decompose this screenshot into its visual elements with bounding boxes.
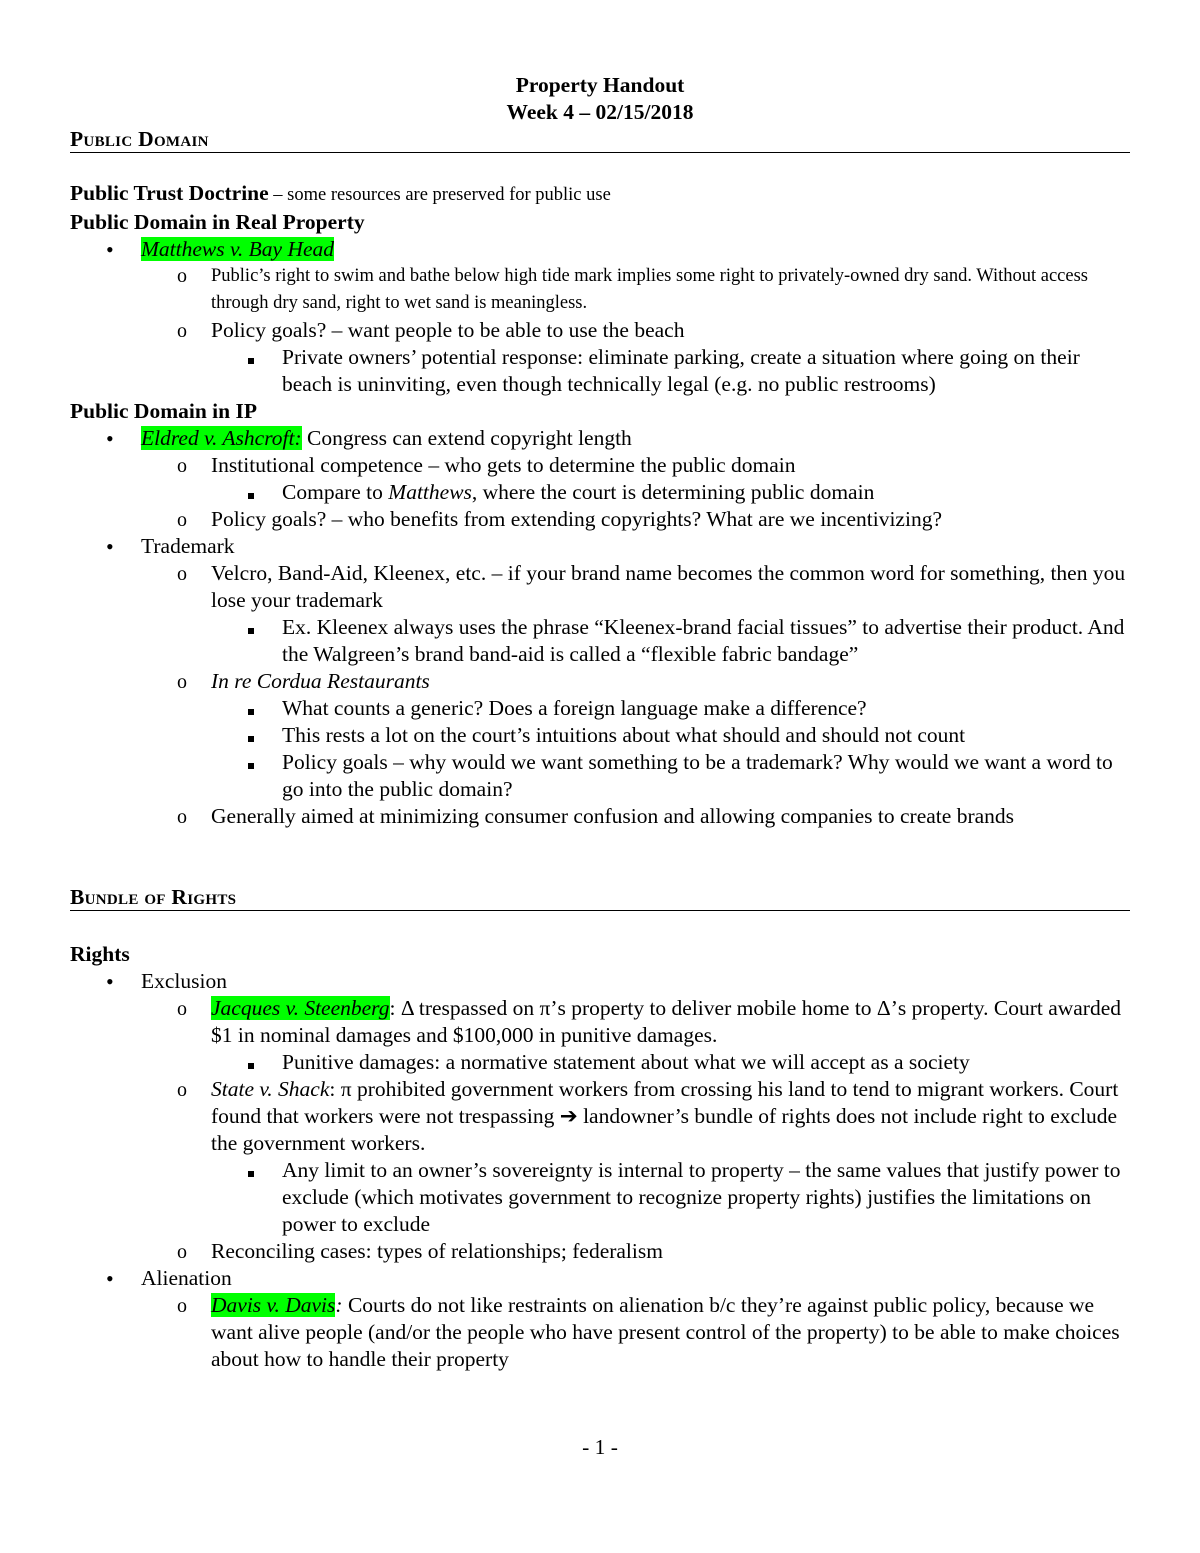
- bullet-icon: [106, 1265, 114, 1293]
- bullet-highlight: [141, 237, 334, 261]
- list-item: [70, 263, 1130, 317]
- bullet-icon: [106, 533, 114, 561]
- item-text: Punitive damages: a normative statement about what we will accept as a society: [282, 1050, 970, 1074]
- list-item: [70, 1238, 1130, 1265]
- item-text: Reconciling cases: types of relationships; federalism: [211, 1239, 663, 1263]
- item-text: Policy goals? – who benefits from extending copyrights? What are we incentivizing?: [211, 507, 942, 531]
- square-bullet-icon: [248, 614, 254, 641]
- case-davis: Davis v. Davis: [211, 1293, 336, 1317]
- circle-bullet-icon: [177, 263, 187, 291]
- item-text: Private owners’ potential response: eliminate parking, create a situation where going on their beach is uninviting, even though technically legal (e.g. no public restrooms): [282, 345, 1080, 396]
- list-item: [70, 968, 1130, 995]
- item-text: : π prohibited government workers from crossing his land to tend to migrant workers. Court found that workers were not trespassing ➔ landowner’s bundle of rights does not include right to exclude the government workers.: [211, 1077, 1119, 1155]
- list-item: [70, 344, 1130, 398]
- circle-bullet-icon: [177, 506, 187, 534]
- item-text: Courts do not like restraints on alienation b/c they’re against public policy, because we want alive people (and/or the people who have present control of the property) to be able to make choices about how to handle their property: [211, 1293, 1120, 1371]
- document-page: [70, 72, 1130, 1373]
- list-item: [70, 560, 1130, 614]
- circle-bullet-icon: [177, 452, 187, 480]
- circle-bullet-icon: [177, 803, 187, 831]
- item-text: , where the court is determining public domain: [471, 480, 875, 504]
- item-text: This rests a lot on the court’s intuitions about what should and should not count: [282, 723, 966, 747]
- list-item: [70, 1157, 1130, 1238]
- item-text: Exclusion: [141, 969, 227, 993]
- case-jacques: Jacques v. Steenberg: [211, 996, 390, 1020]
- item-text: : Δ trespassed on π’s property to deliver mobile home to Δ’s property. Court awarded $1 in nominal damages and $100,000 in punitive damages.: [211, 996, 1122, 1047]
- item-text: Generally aimed at minimizing consumer confusion and allowing companies to create brands: [211, 804, 1015, 828]
- list-item: [70, 1292, 1130, 1373]
- doc-title: Property Handout: [515, 73, 685, 97]
- circle-bullet-icon: [177, 668, 187, 696]
- bullet-icon: [106, 236, 114, 264]
- doc-subtitle: Week 4 – 02/15/2018: [506, 100, 694, 124]
- item-text: Ex. Kleenex always uses the phrase “Kleenex-brand facial tissues” to advertise their product. And the Walgreen’s brand band-aid is called a “flexible fabric bandage”: [282, 615, 1125, 666]
- square-bullet-icon: [248, 749, 254, 776]
- circle-bullet-icon: [177, 317, 187, 345]
- circle-bullet-icon: [177, 560, 187, 588]
- case-shack: State v. Shack: [211, 1077, 330, 1101]
- item-text: Velcro, Band-Aid, Kleenex, etc. – if your brand name becomes the common word for something, then you lose your trademark: [211, 561, 1126, 612]
- section-heading-bundle: Bundle of Rights: [70, 884, 1130, 911]
- rights-heading: Rights: [70, 942, 130, 966]
- item-text: Public’s right to swim and bathe below high tide mark implies some right to privately-owned dry sand. Without access through dry sand, right to wet sand is meaningless.: [211, 266, 1088, 313]
- page-number: - 1 -: [582, 1435, 618, 1459]
- item-text: Any limit to an owner’s sovereignty is internal to property – the same values that justify power to exclude (which motivates government to recognize property rights) justifies the limitations on power to exclude: [282, 1158, 1121, 1236]
- list-item: [70, 1049, 1130, 1076]
- list-item: [70, 668, 1130, 695]
- list-item: [70, 695, 1130, 722]
- list-item: [70, 236, 1130, 263]
- case-eldred: Eldred v. Ashcroft:: [141, 426, 302, 450]
- case-davis-colon: :: [335, 1293, 343, 1317]
- item-text: Compare to: [282, 480, 389, 504]
- section-heading-public-domain: Public Domain: [70, 126, 1130, 153]
- list-item: [70, 722, 1130, 749]
- square-bullet-icon: [248, 1049, 254, 1076]
- square-bullet-icon: [248, 479, 254, 506]
- case-cordua: In re Cordua Restaurants: [211, 669, 430, 693]
- circle-bullet-icon: [177, 1238, 187, 1266]
- item-text: Institutional competence – who gets to determine the public domain: [211, 453, 796, 477]
- real-property-heading: Public Domain in Real Property: [70, 210, 365, 234]
- list-item: [70, 1265, 1130, 1292]
- list-item: [70, 479, 1130, 506]
- circle-bullet-icon: [177, 995, 187, 1023]
- case-matthews: Matthews v. Bay Head: [141, 237, 335, 261]
- square-bullet-icon: [248, 722, 254, 749]
- item-text: Alienation: [141, 1266, 232, 1290]
- list-item: [70, 614, 1130, 668]
- square-bullet-icon: [248, 1157, 254, 1184]
- item-text: Trademark: [141, 534, 235, 558]
- list-item: [70, 803, 1130, 830]
- public-trust-line: [70, 180, 1130, 209]
- item-text: Congress can extend copyright length: [301, 426, 632, 450]
- case-matthews-ref: Matthews: [388, 480, 472, 504]
- circle-bullet-icon: [177, 1076, 187, 1104]
- list-item: [70, 506, 1130, 533]
- square-bullet-icon: [248, 344, 254, 371]
- item-text: Policy goals? – want people to be able to use the beach: [211, 318, 685, 342]
- list-item: [70, 425, 1130, 452]
- list-item: [70, 749, 1130, 803]
- item-text: What counts a generic? Does a foreign language make a difference?: [282, 696, 867, 720]
- square-bullet-icon: [248, 695, 254, 722]
- list-item: [70, 1076, 1130, 1157]
- circle-bullet-icon: [177, 1292, 187, 1320]
- item-text: Policy goals – why would we want something to be a trademark? Why would we want a word to go into the public domain?: [282, 750, 1113, 801]
- public-trust-label: Public Trust Doctrine: [70, 181, 269, 205]
- list-item: [70, 533, 1130, 560]
- ip-heading: Public Domain in IP: [70, 399, 257, 423]
- list-item: [70, 317, 1130, 344]
- list-item: [70, 995, 1130, 1049]
- bullet-icon: [106, 968, 114, 996]
- public-trust-text: – some resources are preserved for public use: [268, 185, 611, 205]
- bullet-icon: [106, 425, 114, 453]
- list-item: [70, 452, 1130, 479]
